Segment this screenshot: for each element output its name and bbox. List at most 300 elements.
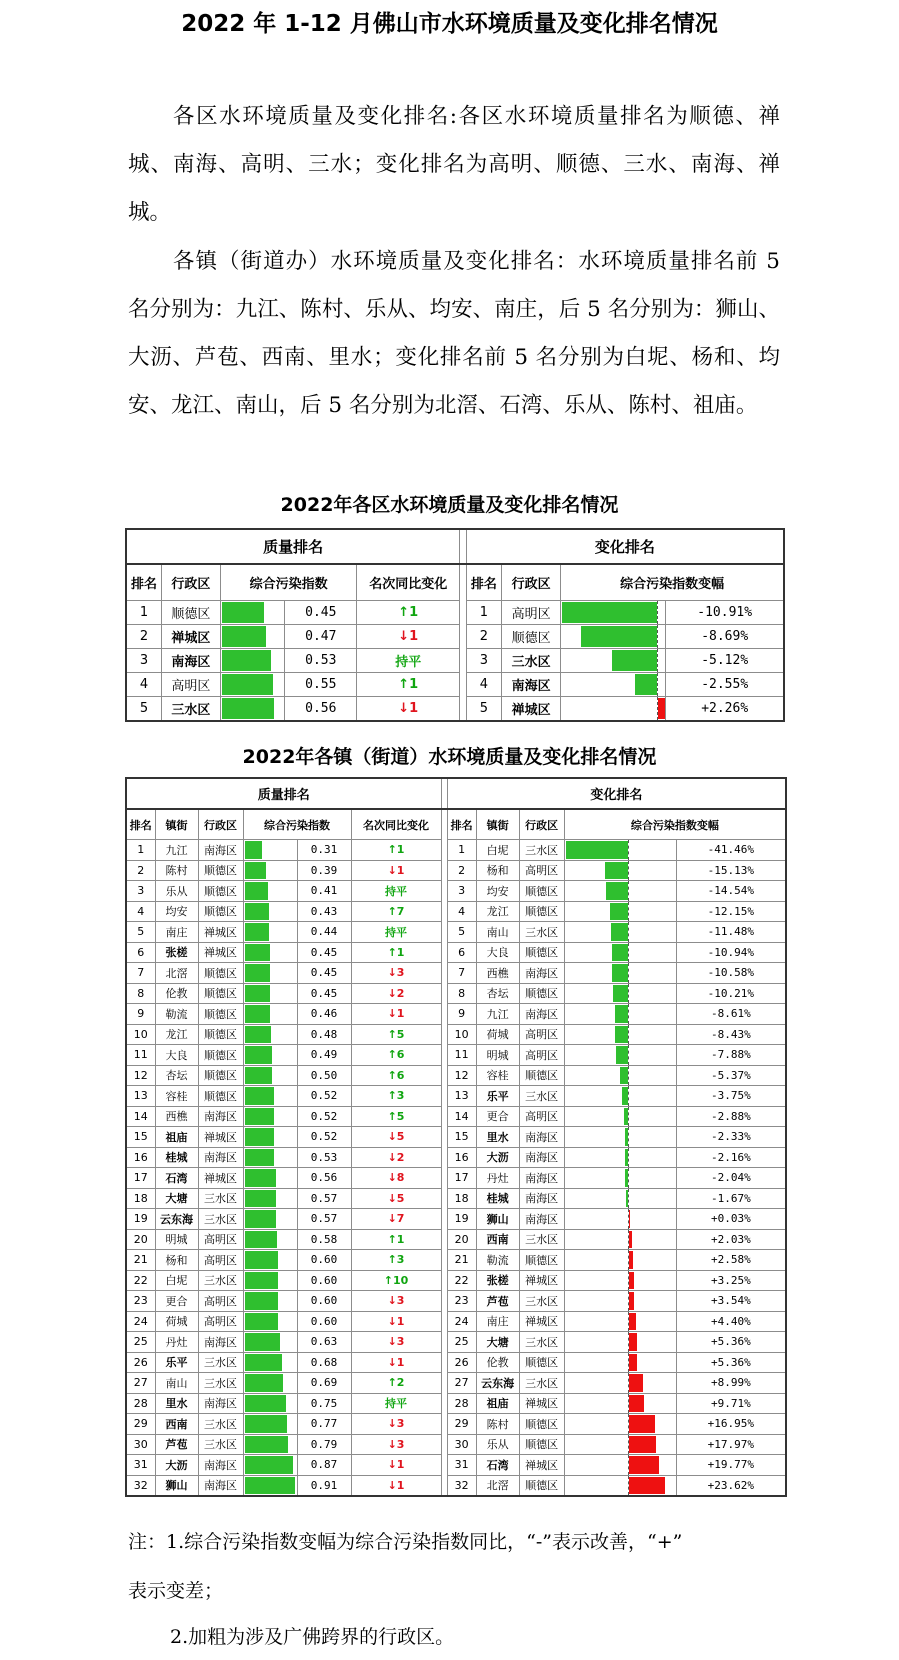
pollution-index-bar: [245, 1477, 295, 1495]
rank-cell: [126, 625, 161, 649]
town-cell-text: 容桂: [165, 1089, 188, 1103]
rank-cell-text: 16: [454, 1150, 469, 1164]
change-value-cell: [676, 1332, 786, 1353]
change-rate-bar: [629, 1456, 659, 1474]
rank-change-cell: [351, 1188, 441, 1209]
town-cell: [476, 1393, 519, 1414]
index-bar-cell: [243, 1188, 297, 1209]
index-value-cell: [297, 942, 351, 963]
district-cell: [519, 983, 564, 1004]
change-value-cell: [676, 1168, 786, 1189]
change-rate-bar: [613, 985, 628, 1003]
town-cell: [155, 1004, 198, 1025]
index-bar-cell: [243, 1168, 297, 1189]
col-town-text: 镇街: [165, 818, 188, 832]
rank-change-cell: [351, 1065, 441, 1086]
rank-cell-text: 8: [137, 986, 145, 1000]
index-value-cell: [297, 1373, 351, 1394]
index-value-cell: [285, 625, 357, 649]
town-cell: [155, 1455, 198, 1476]
town-cell: [476, 1065, 519, 1086]
change-rate-bar: [629, 1374, 643, 1392]
district-cell: [519, 1004, 564, 1025]
rank-cell: [126, 1270, 155, 1291]
index-value-cell-text: 0.49: [310, 1048, 338, 1062]
change-value-cell: [676, 963, 786, 984]
table-row: [126, 1004, 786, 1025]
index-bar-cell: [220, 697, 284, 722]
pollution-index-bar: [245, 1005, 270, 1023]
table-row: [126, 1024, 786, 1045]
rank-cell: [447, 1414, 476, 1435]
town-cell: [476, 1311, 519, 1332]
pollution-index-bar: [245, 1272, 278, 1290]
rank-cell: [126, 1475, 155, 1496]
index-bar-cell: [243, 1086, 297, 1107]
town-cell: [155, 881, 198, 902]
col-district-text: 行政区: [204, 818, 237, 832]
change-bar-cell: [564, 1188, 676, 1209]
zero-axis-line: [628, 1086, 629, 1106]
quality-rank-header: [126, 529, 460, 564]
rank-cell-text: 2: [137, 863, 145, 877]
district-cell-text: 高明区: [171, 679, 211, 694]
change-value-cell: [676, 1250, 786, 1271]
col-rank-change-text: 名次同比变化: [369, 577, 448, 592]
index-bar-cell: [243, 1373, 297, 1394]
town-cell: [155, 1270, 198, 1291]
district-cell-text: 顺德区: [204, 1048, 237, 1062]
town-table-caption: 2022年各镇（街道）水环境质量及变化排名情况: [242, 746, 657, 768]
change-value-cell-text: +9.71%: [710, 1396, 751, 1410]
table-row: [126, 1434, 786, 1455]
pollution-index-bar: [245, 1210, 276, 1228]
town-cell: [155, 1168, 198, 1189]
rank-cell: [126, 1352, 155, 1373]
index-value-cell-text: 0.57: [310, 1212, 338, 1226]
rank-cell-text: 22: [454, 1273, 469, 1287]
rank-cell-text: 27: [133, 1376, 148, 1390]
rank-cell: [447, 1004, 476, 1025]
change-value-cell-text: +4.40%: [710, 1314, 751, 1328]
town-cell: [476, 1209, 519, 1230]
town-cell-text: 南庄: [165, 925, 188, 939]
rank-cell: [447, 983, 476, 1004]
town-cell-text: 祖庙: [486, 1397, 509, 1411]
change-bar-cell: [564, 901, 676, 922]
index-value-cell: [285, 697, 357, 722]
table-row: [126, 881, 786, 902]
rank-cell-text: 1: [137, 843, 145, 857]
rank-cell-text: 5: [139, 701, 149, 716]
district-cell: [161, 625, 220, 649]
rank-change-cell-text: ↓1: [398, 629, 419, 644]
district-cell: [519, 942, 564, 963]
index-value-cell-text: 0.50: [310, 1068, 338, 1082]
town-cell: [155, 1434, 198, 1455]
rank-cell-text: 14: [133, 1109, 148, 1123]
index-bar-cell: [243, 922, 297, 943]
rank-change-cell-text: ↑2: [387, 1376, 405, 1390]
town-cell: [476, 942, 519, 963]
table-row: [126, 1147, 786, 1168]
change-bar-cell: [564, 1332, 676, 1353]
district-cell: [198, 1311, 243, 1332]
rank-cell: [447, 1311, 476, 1332]
rank-cell: [126, 697, 161, 722]
district-cell-text: 禅城区: [525, 1397, 559, 1411]
district-cell-text: 禅城区: [204, 1130, 237, 1144]
change-bar-cell: [564, 963, 676, 984]
table-row: [126, 1352, 786, 1373]
district-cell-text: 南海区: [204, 1110, 237, 1124]
col-rank: [126, 564, 161, 601]
rank-cell-text: 15: [454, 1130, 469, 1144]
district-cell-text: 顺德区: [525, 1479, 559, 1493]
rank-cell-text: 14: [454, 1109, 469, 1123]
change-value-cell-text: -5.12%: [701, 653, 749, 668]
index-bar-cell: [243, 1229, 297, 1250]
district-cell-text: 南海区: [525, 1171, 559, 1185]
district-cell-text: 顺德区: [525, 905, 559, 919]
table-row: [126, 601, 784, 625]
page-title: 2022 年 1-12 月佛山市水环境质量及变化排名情况: [181, 11, 718, 37]
table-row: [126, 1229, 786, 1250]
index-value-cell: [297, 1434, 351, 1455]
index-value-cell: [297, 922, 351, 943]
town-cell: [155, 1127, 198, 1148]
index-bar-cell: [243, 1024, 297, 1045]
index-bar-cell: [243, 840, 297, 861]
district-cell-text: 禅城区: [525, 1458, 559, 1472]
quality-rank-header-text: 质量排名: [263, 538, 324, 556]
town-cell: [476, 1291, 519, 1312]
district-cell: [519, 840, 564, 861]
town-cell: [155, 1065, 198, 1086]
rank-cell: [126, 1209, 155, 1230]
town-cell: [155, 901, 198, 922]
change-value-cell: [666, 625, 784, 649]
change-rate-bar: [629, 1436, 656, 1454]
change-rate-bar: [635, 674, 657, 695]
change-value-cell: [676, 1127, 786, 1148]
rank-change-cell: [351, 1434, 441, 1455]
change-bar-cell: [564, 1147, 676, 1168]
town-cell: [476, 1352, 519, 1373]
index-value-cell-text: 0.53: [305, 653, 337, 668]
town-cell-text: 容桂: [486, 1069, 509, 1083]
index-value-cell-text: 0.45: [305, 605, 337, 620]
change-rate-bar: [626, 1190, 628, 1208]
change-value-cell: [676, 1270, 786, 1291]
index-bar-cell: [243, 1393, 297, 1414]
change-value-cell-text: +3.25%: [710, 1273, 751, 1287]
town-cell: [476, 922, 519, 943]
town-summary-paragraph: 各镇（街道办）水环境质量及变化排名：水环境质量排名前 5 名分别为：九江、陈村、乐从、均安、南庄，后 5 名分别为：狮山、大沥、芦苞、西南、里水；变化排名前 5 名分别为白坭、杨和、均安、龙江、南山，后 5 名分别为北滘、石湾、乐从、陈村、祖庙。: [128, 249, 780, 418]
district-cell-text: 三水区: [204, 1212, 237, 1226]
district-cell-text: 三水区: [204, 1417, 237, 1431]
change-rate-bar: [629, 1354, 637, 1372]
change-rate-bar: [629, 1272, 634, 1290]
zero-axis-line: [628, 881, 629, 901]
rank-cell: [447, 942, 476, 963]
table-row: [126, 1414, 786, 1435]
town-cell: [476, 1147, 519, 1168]
district-cell-text: 顺德区: [204, 987, 237, 1001]
rank-change-cell: [351, 963, 441, 984]
change-rate-bar: [606, 882, 628, 900]
district-cell: [198, 983, 243, 1004]
table-row: [126, 625, 784, 649]
pollution-index-bar: [245, 1190, 276, 1208]
index-bar-cell: [243, 942, 297, 963]
district-cell: [198, 1045, 243, 1066]
change-bar-cell: [564, 1024, 676, 1045]
index-value-cell: [297, 1065, 351, 1086]
rank-cell: [447, 1147, 476, 1168]
rank-cell: [126, 1393, 155, 1414]
district-cell: [161, 673, 220, 697]
rank-change-cell: [351, 983, 441, 1004]
town-cell-text: 大良: [486, 946, 509, 960]
table-row: [126, 1332, 786, 1353]
change-value-cell-text: -10.21%: [707, 986, 754, 1000]
district-cell-text: 三水区: [204, 1356, 237, 1370]
index-value-cell-text: 0.87: [310, 1458, 338, 1472]
change-rate-bar: [611, 923, 628, 941]
rank-cell: [126, 1065, 155, 1086]
index-value-cell: [285, 673, 357, 697]
district-cell: [198, 840, 243, 861]
town-cell: [155, 1373, 198, 1394]
index-bar-cell: [243, 1311, 297, 1332]
change-value-cell: [676, 1475, 786, 1496]
col-district: [502, 564, 561, 601]
index-bar-cell: [243, 1250, 297, 1271]
change-rate-bar: [566, 841, 628, 859]
change-bar-cell: [561, 625, 666, 649]
town-cell-text: 狮山: [165, 1479, 188, 1493]
district-cell: [198, 1168, 243, 1189]
col-district-text: 行政区: [525, 818, 559, 832]
rank-cell: [126, 840, 155, 861]
col-pollution-index-text: 综合污染指数: [249, 577, 328, 592]
rank-cell: [447, 1455, 476, 1476]
change-value-cell-text: -10.91%: [697, 605, 753, 620]
change-bar-cell: [564, 1045, 676, 1066]
change-value-cell-text: -1.67%: [710, 1191, 751, 1205]
change-rate-bar: [629, 1251, 633, 1269]
town-cell: [155, 1188, 198, 1209]
rank-cell: [447, 901, 476, 922]
town-cell: [476, 860, 519, 881]
rank-change-cell: [357, 601, 460, 625]
district-cell-text: 顺德区: [204, 864, 237, 878]
change-value-cell: [676, 1229, 786, 1250]
col-rank-text: 排名: [450, 818, 473, 832]
zero-axis-line: [628, 1004, 629, 1024]
rank-cell-text: 6: [137, 945, 145, 959]
pollution-index-bar: [245, 1313, 278, 1331]
town-cell-text: 白坭: [486, 843, 509, 857]
rank-cell-text: 10: [133, 1027, 148, 1041]
rank-cell: [126, 1291, 155, 1312]
rank-change-cell-text: 持平: [385, 884, 408, 898]
table-row: [126, 942, 786, 963]
change-value-cell: [676, 840, 786, 861]
rank-change-cell: [351, 1291, 441, 1312]
district-cell-text: 南海区: [525, 1212, 559, 1226]
town-cell-text: 均安: [486, 884, 509, 898]
rank-cell: [126, 1414, 155, 1435]
table-row: [126, 1250, 786, 1271]
change-value-cell-text: -2.55%: [701, 677, 749, 692]
col-district: [519, 809, 564, 840]
rank-cell-text: 28: [133, 1396, 148, 1410]
rank-change-cell: [351, 1229, 441, 1250]
pollution-index-bar: [245, 1067, 272, 1085]
town-cell-text: 石湾: [165, 1171, 188, 1185]
col-rank-change: [351, 809, 441, 840]
rank-cell: [126, 1332, 155, 1353]
index-value-cell-text: 0.60: [310, 1253, 338, 1267]
district-cell: [198, 1106, 243, 1127]
rank-cell-text: 21: [133, 1253, 148, 1267]
index-value-cell: [297, 1024, 351, 1045]
district-cell: [519, 963, 564, 984]
change-bar-cell: [564, 1209, 676, 1230]
district-cell: [198, 1291, 243, 1312]
rank-cell-text: 15: [133, 1130, 148, 1144]
town-cell-text: 杏坛: [165, 1069, 188, 1083]
rank-cell: [447, 922, 476, 943]
change-value-cell-text: +2.26%: [701, 701, 749, 716]
col-rank-text: 排名: [130, 577, 157, 592]
town-cell-text: 西樵: [165, 1110, 188, 1124]
index-bar-cell: [243, 1004, 297, 1025]
rank-cell: [447, 860, 476, 881]
col-district-text: 行政区: [511, 577, 551, 592]
rank-change-cell-text: ↑5: [387, 1109, 405, 1123]
district-cell-text: 南海区: [204, 1397, 237, 1411]
change-value-cell-text: +19.77%: [707, 1458, 754, 1472]
col-pollution-index-text: 综合污染指数: [264, 818, 330, 832]
town-cell: [476, 1373, 519, 1394]
pollution-index-bar: [222, 674, 273, 695]
pollution-index-bar: [245, 862, 266, 880]
rank-change-cell-text: ↑6: [387, 1068, 405, 1082]
town-cell: [155, 963, 198, 984]
district-cell: [198, 1475, 243, 1496]
index-value-cell-text: 0.45: [310, 945, 338, 959]
index-bar-cell: [243, 1352, 297, 1373]
table-row: [126, 840, 786, 861]
rank-change-cell-text: ↓3: [387, 966, 405, 980]
change-value-cell: [676, 1106, 786, 1127]
rank-change-cell: [351, 1045, 441, 1066]
change-rate-bar: [625, 1128, 628, 1146]
change-value-cell: [676, 1004, 786, 1025]
change-rate-bar: [622, 1087, 628, 1105]
town-cell-text: 云东海: [160, 1212, 193, 1226]
index-value-cell-text: 0.41: [310, 884, 338, 898]
rank-cell: [447, 1373, 476, 1394]
rank-cell-text: 5: [458, 925, 466, 939]
rank-cell: [447, 1434, 476, 1455]
town-cell-text: 桂城: [165, 1151, 188, 1165]
rank-cell: [126, 1229, 155, 1250]
change-bar-cell: [561, 673, 666, 697]
rank-cell-text: 4: [137, 904, 145, 918]
change-bar-cell: [564, 1352, 676, 1373]
change-bar-cell: [564, 1291, 676, 1312]
index-bar-cell: [243, 881, 297, 902]
rank-cell: [466, 601, 501, 625]
town-cell: [155, 1332, 198, 1353]
rank-cell-text: 24: [454, 1314, 469, 1328]
pollution-index-bar: [245, 923, 269, 941]
change-value-cell: [676, 1086, 786, 1107]
district-cell: [519, 1106, 564, 1127]
rank-change-cell-text: ↑10: [383, 1273, 409, 1287]
change-value-cell: [666, 673, 784, 697]
change-value-cell-text: -12.15%: [707, 904, 754, 918]
change-value-cell: [676, 1352, 786, 1373]
zero-axis-line: [657, 673, 658, 696]
table-row: [126, 1373, 786, 1394]
district-cell-text: 南海区: [204, 843, 237, 857]
district-cell: [519, 1291, 564, 1312]
change-bar-cell: [564, 1250, 676, 1271]
town-cell-text: 桂城: [486, 1192, 509, 1206]
change-rate-bar: [581, 626, 657, 647]
change-rate-bar: [625, 1169, 628, 1187]
town-cell: [476, 1168, 519, 1189]
town-cell-text: 大沥: [165, 1458, 188, 1472]
rank-change-cell-text: ↓3: [387, 1335, 405, 1349]
change-value-cell: [676, 1373, 786, 1394]
rank-change-cell: [351, 901, 441, 922]
change-bar-cell: [564, 840, 676, 861]
index-value-cell: [297, 983, 351, 1004]
district-cell: [198, 963, 243, 984]
change-bar-cell: [561, 601, 666, 625]
change-value-cell: [676, 1434, 786, 1455]
rank-change-cell-text: ↑1: [398, 677, 419, 692]
rank-change-cell: [351, 860, 441, 881]
table-row: [126, 1455, 786, 1476]
district-cell-text: 顺德区: [204, 1089, 237, 1103]
rank-cell-text: 7: [458, 966, 466, 980]
rank-change-cell-text: 持平: [385, 925, 408, 939]
rank-cell-text: 13: [133, 1089, 148, 1103]
index-bar-cell: [243, 1065, 297, 1086]
index-value-cell-text: 0.91: [310, 1478, 338, 1492]
change-value-cell: [676, 922, 786, 943]
index-value-cell-text: 0.58: [310, 1232, 338, 1246]
change-value-cell-text: +8.99%: [710, 1376, 751, 1390]
change-value-cell: [676, 983, 786, 1004]
district-cell-text: 三水区: [525, 925, 559, 939]
rank-change-cell-text: ↓1: [387, 1314, 405, 1328]
zero-axis-line: [628, 1189, 629, 1209]
index-value-cell-text: 0.47: [305, 629, 337, 644]
town-cell-text: 北滘: [486, 1479, 509, 1493]
change-value-cell-text: -8.43%: [710, 1027, 751, 1041]
index-value-cell-text: 0.60: [310, 1314, 338, 1328]
rank-cell: [126, 649, 161, 673]
rank-change-cell-text: ↓1: [387, 1007, 405, 1021]
